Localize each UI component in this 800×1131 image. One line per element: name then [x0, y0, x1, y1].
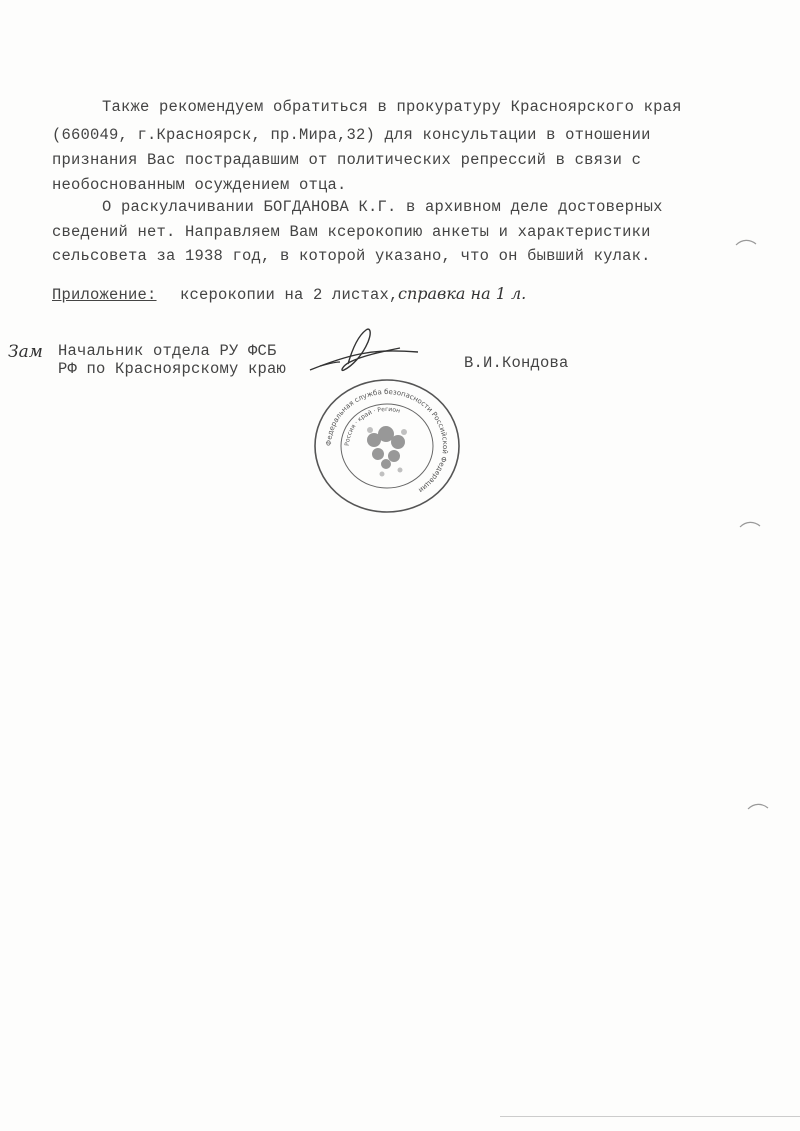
paragraph2-line2: сведений нет. Направляем Вам ксерокопию анкеты и характеристики	[52, 223, 651, 241]
signatory-position-line2: РФ по Красноярскому краю	[58, 360, 287, 378]
attachment-text: ксерокопии на 2 листах,	[180, 286, 399, 304]
paragraph1-line3: признания Вас пострадавшим от политических репрессий в связи с	[52, 151, 642, 169]
punch-hole-mark	[734, 236, 758, 248]
attachment-handwritten-note: справка на 1 л.	[398, 284, 527, 303]
paragraph1-line4: необоснованным осуждением отца.	[52, 176, 347, 194]
handwritten-signature	[300, 322, 430, 382]
stamp-outer-text: Федеральная служба безопасности Российской Федерации	[324, 387, 450, 495]
paragraph2-line3: сельсовета за 1938 год, в которой указано, что он бывший кулак.	[52, 247, 651, 265]
paragraph2-line1: О раскулачивании БОГДАНОВА К.Г. в архивном деле достоверных	[102, 198, 663, 216]
paragraph1-line1: Также рекомендуем обратиться в прокуратуру Красноярского края	[102, 98, 682, 116]
punch-hole-mark	[738, 518, 762, 530]
punch-hole-mark	[746, 800, 770, 812]
signatory-name: В.И.Кондова	[464, 354, 569, 372]
deputy-handwritten-prefix: Зам	[8, 342, 43, 362]
attachment-label: Приложение:	[52, 286, 157, 304]
stamp-inner-text: Россия · край · Регион	[343, 405, 401, 447]
scan-edge-line	[500, 1116, 800, 1117]
official-stamp-seal	[312, 378, 462, 514]
paragraph1-line2: (660049, г.Красноярск, пр.Мира,32) для консультации в отношении	[52, 126, 651, 144]
signatory-position-line1: Начальник отдела РУ ФСБ	[58, 342, 277, 360]
